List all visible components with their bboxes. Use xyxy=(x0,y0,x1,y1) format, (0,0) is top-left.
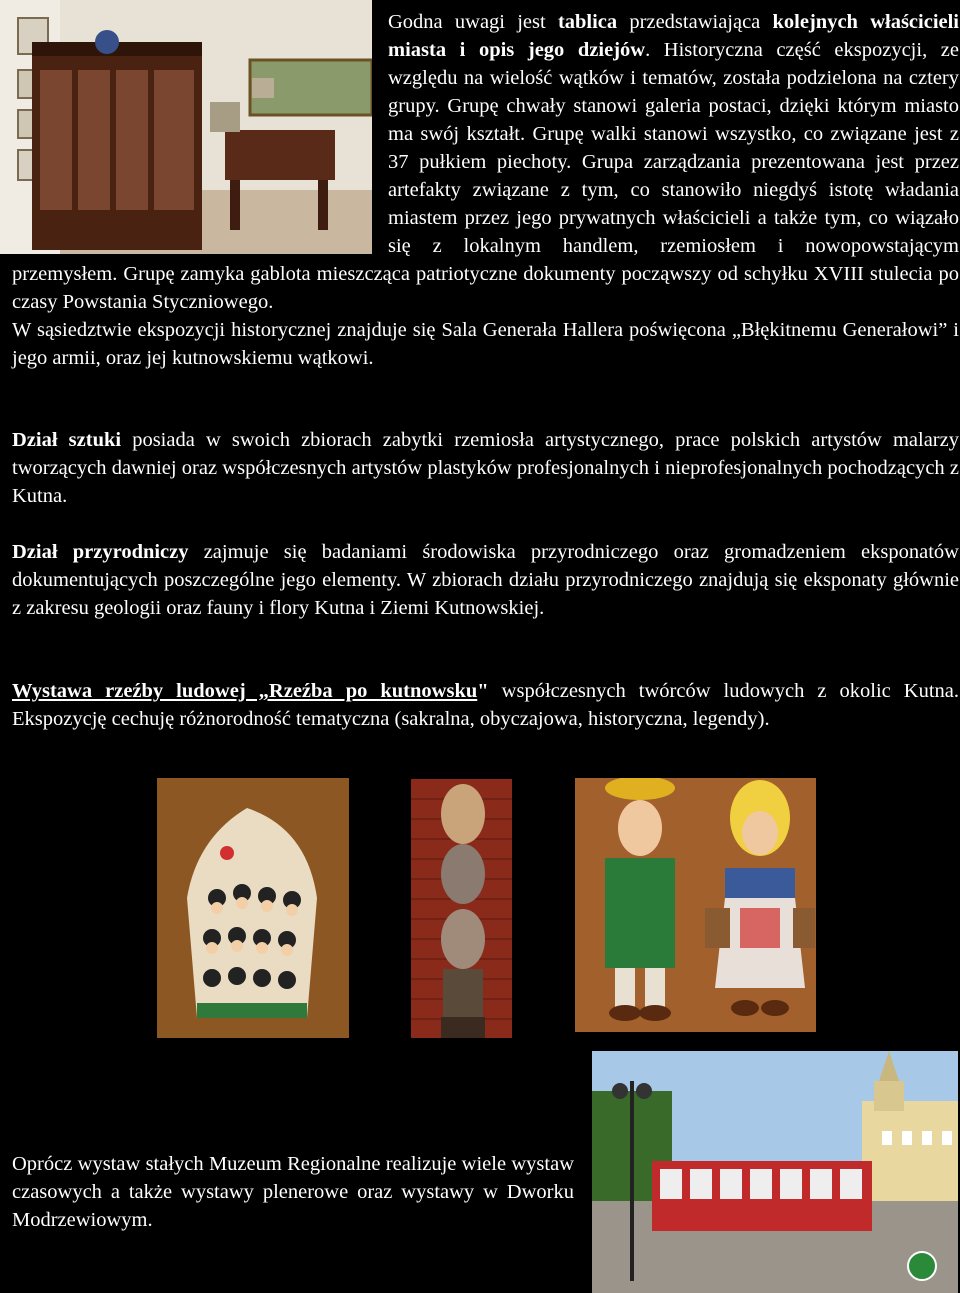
art-heading: Dział sztuki xyxy=(12,429,122,451)
temporary-text: Oprócz wystaw stałych Muzeum Regionalne realizuje wiele wystaw czasowych a także wystawy plenerowe oraz wystawy w Dworku Modrzewiowym. xyxy=(12,1153,574,1231)
intro-text-3: . Historyczna część ekspozycji, ze względu na wielość wątków i tematów, została podzielona na cztery grupy. Grupę chwały stanowi galeria postaci, dzięki którym miasto ma swój kształt. Grupę walki stanowi wszystko, co związane jest z 37 pułkiem piechoty. Grupa zarządzania prezentowana jest przez artefakty związane z tym, co stanowiło niegdyś istotę władania miastem przez jego prywatnych właścicieli a także tym, co wiązało się z lokalnym handlem, rzemiosłem i nowopowstającym przemysłem. Grupę zamyka gablota mieszcząca patriotyczne dokumenty począwszy od schyłku XVIII stulecia po czasy Powstania Styczniowego. xyxy=(12,39,959,313)
temporary-exhibitions-paragraph xyxy=(12,1150,574,1234)
intro-text-4: W sąsiedztwie ekspozycji historycznej znajduje się Sala Generała Hallera poświęcona „Błękitnemu Generałowi” i jego armii, oraz jej kutnowskiemu wątkowi. xyxy=(12,319,959,369)
outdoor-exhibition-photo xyxy=(592,1051,958,1293)
art-paragraph xyxy=(12,426,959,510)
carved-totem-photo xyxy=(411,779,512,1038)
nature-text: zajmuje się badaniami środowiska przyrodniczego oraz gromadzeniem eksponatów dokumentujących poszczególne jego elementy. W zbiorach działu przyrodniczego znajdują się eksponaty głównie z zakresu geologii oraz fauny i flory Kutna i Ziemi Kutnowskiej. xyxy=(12,541,959,619)
intro-paragraph xyxy=(12,8,959,372)
art-text: posiada w swoich zbiorach zabytki rzemiosła artystycznego, prace polskich artystów malarzy tworzących dawniej oraz współczesnych artystów plastyków profesjonalnych i nieprofesjonalnych pochodzących z Kutna. xyxy=(12,429,959,507)
nature-heading: Dział przyrodniczy xyxy=(12,541,189,563)
folk-sculpture-group-photo xyxy=(157,778,349,1038)
folk-couple-figures-photo xyxy=(575,778,816,1032)
intro-text-2: przedstawiająca xyxy=(617,11,773,33)
intro-text-1: Godna uwagi jest xyxy=(388,11,558,33)
exhibition-heading: Wystawa rzeźby ludowej „Rzeźba po kutnowsku xyxy=(12,680,478,702)
exhibition-text: współczesnych twórców ludowych z okolic Kutna. Ekspozycję cechuję różnorodność tematyczna (sakralna, obyczajowa, historyczna, legendy). xyxy=(12,680,960,730)
nature-paragraph xyxy=(12,538,959,622)
exhibition-quote: " xyxy=(477,680,489,702)
intro-bold-1: tablica xyxy=(557,11,618,33)
exhibition-paragraph xyxy=(12,677,959,733)
intro-bold-2: kolejnych właścicieli miasta i opis jego dziejów xyxy=(388,11,959,61)
